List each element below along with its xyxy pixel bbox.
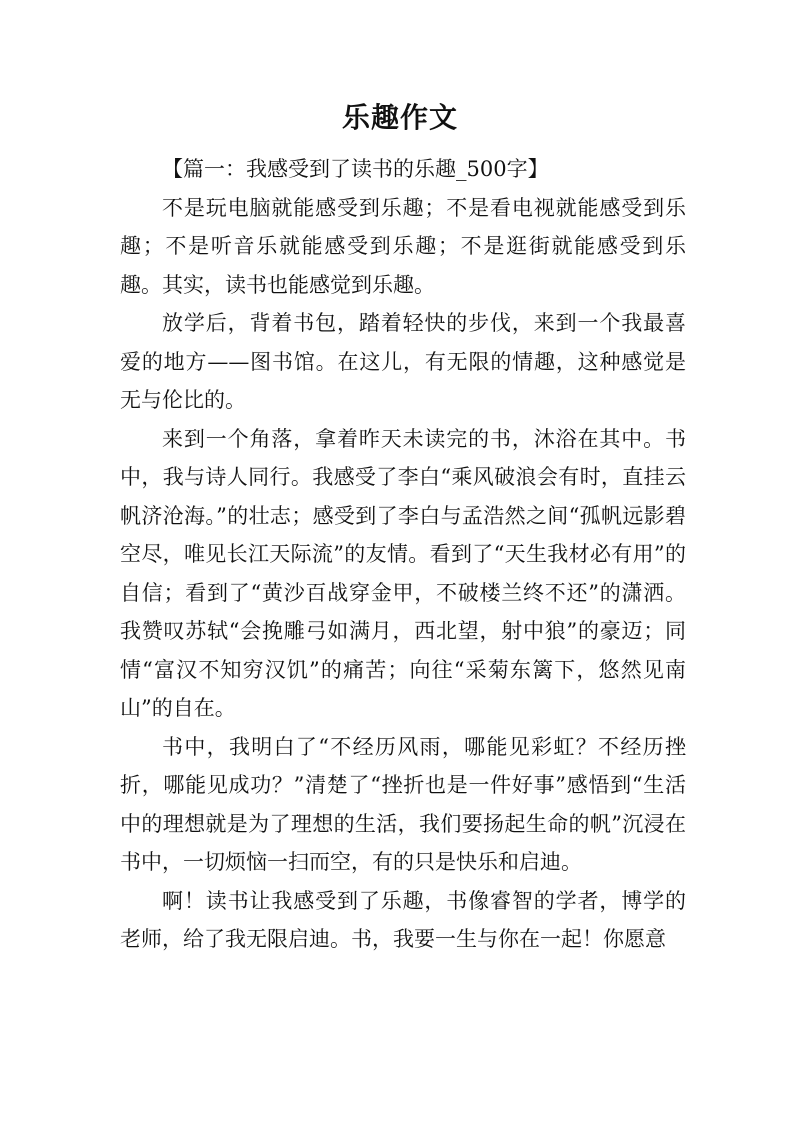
- paragraph-5: 啊！读书让我感受到了乐趣，书像睿智的学者，博学的老师，给了我无限启迪。书，我要一生与你在一起！你愿意: [120, 888, 686, 951]
- paragraph-2: 放学后，背着书包，踏着轻快的步伐，来到一个我最喜爱的地方——图书馆。在这儿，有无限的情趣，这种感觉是无与伦比的。: [120, 311, 686, 412]
- document-body: [120, 150, 686, 959]
- page-title: 乐趣作文: [341, 101, 458, 134]
- paragraph-3: 来到一个角落，拿着昨天未读完的书，沐浴在其中。书中，我与诗人同行。我感受了李白“乘风破浪会有时，直挂云帆济沧海。”的壮志；感受到了李白与孟浩然之间“孤帆远影碧空尽，唯见长江天际流”的友情。看到了“天生我材必有用”的自信；看到了“黄沙百战穿金甲，不破楼兰终不还”的潇洒。我赞叹苏轼“会挽雕弓如满月，西北望，射中狼”的豪迈；同情“富汉不知穷汉饥”的痛苦；向往“采菊东篱下，悠然见南山”的自在。: [120, 426, 686, 720]
- paragraph-1: 不是玩电脑就能感受到乐趣；不是看电视就能感受到乐趣；不是听音乐就能感受到乐趣；不是逛街就能感受到乐趣。其实，读书也能感觉到乐趣。: [120, 195, 686, 297]
- section-heading: 【篇一：我感受到了读书的乐趣_500字】: [162, 157, 549, 181]
- paragraph-4: 书中，我明白了“不经历风雨，哪能见彩虹？不经历挫折，哪能见成功？”清楚了“挫折也是一件好事”感悟到“生活中的理想就是为了理想的生活，我们要扬起生命的帆”沉浸在书中，一切烦恼一扫而空，有的只是快乐和启迪。: [120, 734, 686, 874]
